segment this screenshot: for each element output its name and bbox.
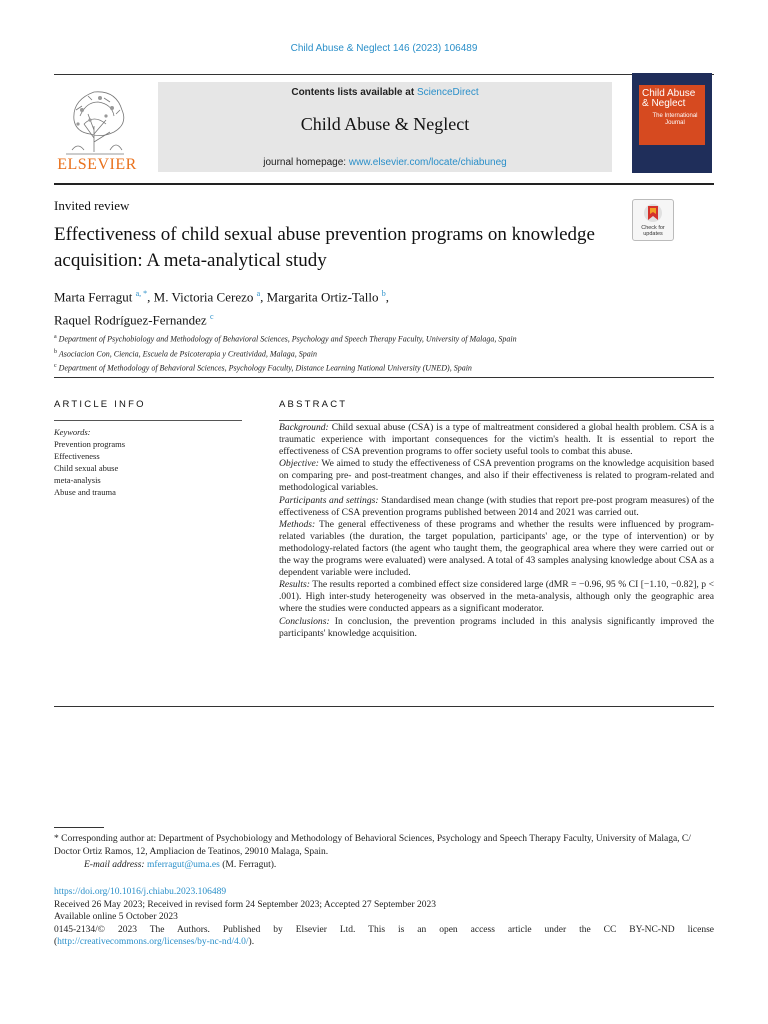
abstract-label: Participants and settings: [279,494,379,506]
masthead-top-rule [54,74,714,75]
info-top-rule [54,377,714,378]
abstract-bottom-rule [54,706,714,707]
author-separator: , [385,289,390,305]
author-list [54,284,654,331]
abstract-section-results [279,579,714,615]
corresponding-author: * Corresponding author at: Department of Psychobiology and Methodology of Behavioral Sciences, Psychology and Speech Therapy Faculty, University of Malaga, C/ Doctor Ortiz Ramos, 12, Ampliacion de Teatinos, 29010 Malaga, Spain. [54,834,691,857]
abstract-section-methods [279,519,714,579]
keywords-label: Keywords: [54,427,91,437]
author-affil-mark[interactable]: a, * [135,289,148,298]
check-badge-label: Check for updates [641,225,665,237]
footnote-rule [54,827,104,828]
abstract-text: The results reported a combined effect size considered large (dMR = −0.96, 95 % CI [−1.10, −0.82], p < .001). High inter-study heterogeneity was observed in the meta-analysis, although only the geographic area where the studies were conducted appears as a significant moderator. [279,579,714,615]
masthead-bottom-rule [54,183,714,185]
author-separator: , [147,289,154,305]
affil-mark: c [54,363,57,370]
bookmark-icon [633,200,673,226]
keyword-item: meta-analysis [54,475,101,485]
journal-homepage-link[interactable]: www.elsevier.com/locate/chiabuneg [348,157,507,168]
journal-title: Child Abuse & Neglect [300,114,470,134]
homepage-prefix: journal homepage: [263,157,349,168]
article-info-heading: ARTICLE INFO [54,399,146,410]
publication-info [54,886,714,949]
email-suffix: (M. Ferragut). [219,860,277,870]
author-separator: , [260,289,267,305]
contents-line [158,87,612,98]
license-close: ). [248,937,255,947]
affil-text: Asociacion Con, Ciencia, Escuela de Psicoterapia y Creatividad, Malaga, Spain [58,349,317,359]
affiliation-item [54,360,714,375]
abstract-text: Child sexual abuse (CSA) is a type of maltreatment considered a global health problem. CSA is a traumatic experience with important consequences for the victim's health. It is essential to report the effectiveness of CSA prevention programs to offer society useful tools to combat this abuse. [279,422,714,458]
affiliation-item [54,346,714,361]
affil-mark: a [54,334,57,340]
email-line [54,859,714,872]
article-info-rule [54,420,242,421]
abstract-label: Results: [279,579,310,591]
affiliations [54,331,714,375]
received-dates: Received 26 May 2023; Received in revised form 24 September 2023; Accepted 27 September 2023 [54,899,437,910]
keywords-block [54,426,244,498]
abstract-text: We aimed to study the effectiveness of CSA prevention programs on the knowledge acquisition based on comparing pre- and post-treatment changes, and also if their effectiveness is related to program-related and methodological variables. [279,458,714,494]
keyword-item: Effectiveness [54,451,100,461]
abstract-body [279,422,714,640]
author-affil-mark[interactable]: a [256,289,261,298]
keyword-item: Prevention programs [54,439,126,449]
article-title: Effectiveness of child sexual abuse prevention programs on knowledge acquisition: A meta-analytical study [54,224,595,271]
license-line: 0145-2134/© 2023 The Authors. Published by Elsevier Ltd. This is an open access article under the CC BY-NC-ND license [54,924,714,935]
cover-subtitle: The International Journal [652,113,698,126]
abstract-section-participants [279,495,714,519]
license-url-line [54,936,714,949]
elsevier-wordmark[interactable]: ELSEVIER [57,156,137,173]
abstract-label: Methods: [279,518,316,530]
abstract-rule [279,420,714,421]
affil-mark: b [54,348,57,355]
abstract-label: Background: [279,422,329,433]
author-affil-mark[interactable]: b [381,289,386,298]
author-affil-mark[interactable]: c [209,312,214,322]
affil-text: Department of Psychobiology and Methodology of Behavioral Sciences, Psychology and Speech Therapy Faculty, University of Malaga, Spain [58,334,517,344]
abstract-heading: ABSTRACT [279,399,348,410]
contents-prefix: Contents lists available at [291,87,417,98]
sciencedirect-link[interactable]: ScienceDirect [416,87,479,98]
keyword-item: Child sexual abuse [54,463,119,473]
email-label: E-mail address: [84,860,145,870]
license-link[interactable]: http://creativecommons.org/licenses/by-nc-nd/4.0/ [57,937,249,947]
doi-link[interactable]: https://doi.org/10.1016/j.chiabu.2023.106489 [54,887,227,897]
author-name[interactable]: M. Victoria Cerezo [153,289,254,305]
corresponding-footnote [54,833,714,872]
abstract-label: Objective: [279,458,319,470]
email-link[interactable]: mferragut@uma.es [146,860,220,870]
abstract-text: Standardised mean change (with studies that report pre-post program measures) of the effectiveness of CSA prevention programs published between 2014 and 2021 was carried out. [279,494,714,518]
keyword-item: Abuse and trauma [54,487,116,497]
journal-citation[interactable]: Child Abuse & Neglect 146 (2023) 106489 [290,43,478,54]
abstract-section-background [279,422,714,458]
cover-title: Child Abuse & Neglect [642,88,696,109]
journal-masthead [158,82,612,172]
affiliation-item [54,331,714,346]
author-name[interactable]: Raquel Rodríguez-Fernandez [54,312,207,328]
abstract-text: In conclusion, the prevention programs included in this analysis significantly improved the participants' knowledge acquisition. [279,615,714,639]
license-open: ( [54,937,58,947]
abstract-label: Conclusions: [279,615,330,627]
abstract-section-conclusions [279,616,714,640]
article-type: Invited review [54,198,130,213]
online-date: Available online 5 October 2023 [54,912,178,922]
affil-text: Department of Methodology of Behavioral Sciences, Psychology Faculty, Distance Learning National University (UNED), Spain [58,363,472,373]
check-for-updates-badge[interactable] [632,199,674,241]
author-name[interactable]: Marta Ferragut [54,289,133,305]
journal-cover-image[interactable] [632,73,712,173]
abstract-section-objective [279,458,714,494]
author-name[interactable]: Margarita Ortiz-Tallo [266,289,379,305]
homepage-line [158,157,612,168]
abstract-text: The general effectiveness of these programs and whether the results were influenced by program-related variables (the duration, the target population, participants' age, or the type of intervention) or by methodology-related factors (the agent who taught them, the geographical area where they were carried out or the way the programs were evaluated) were analysed. A total of 43 samples analysing knowledge about CSA as a dependent variable were included. [279,518,714,579]
